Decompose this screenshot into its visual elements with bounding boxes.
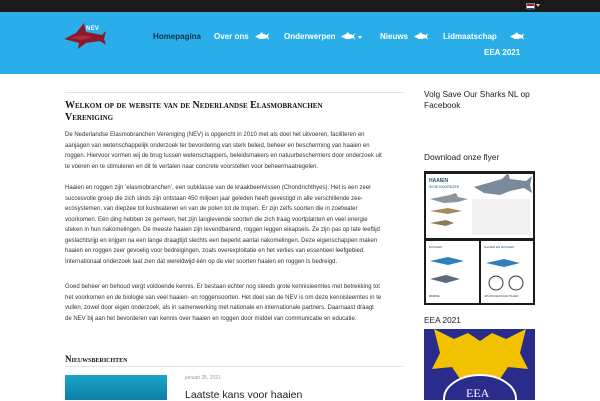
text-line: ecosystemen, van diepzee tot kustwateren en van de polen tot de tropen. Er zijn zelfs soorten die in zoetwater	[65, 206, 358, 212]
page-title-line2: Vereniging	[65, 112, 114, 123]
shark-icon	[510, 32, 524, 41]
elasmobranch-paragraph	[65, 183, 403, 267]
text-line: Goed beheer en behoud vergt voldoende kennis. Er bestaan echter nog steeds grote kennisleemtes met betrekking tot	[65, 284, 380, 290]
text-line: steken in hun nakomelingen. De meeste haaien zijn levendbarend, roggen leggen eikapsels. Ze zijn pas op late leeftijd	[65, 227, 380, 233]
text-line: haaien en roggen zeer gevoelig voor bedreigingen, zoals overexploitatie en het verlies van essentieel leefgebied.	[65, 248, 365, 254]
facebook-title-line2: Facebook	[424, 100, 461, 110]
nav-item-lidmaatschap[interactable]: Lidmaatschap	[443, 32, 497, 41]
nav-item-eea-2021[interactable]: EEA 2021	[484, 48, 521, 57]
language-caret-icon[interactable]	[536, 4, 540, 7]
eea-logo-image[interactable]	[424, 329, 535, 400]
flyer-label-haaien-roggen: HAAIEN EN ROGGEN	[484, 245, 515, 249]
facebook-widget-title	[424, 89, 530, 111]
eea-logo-artwork	[424, 329, 535, 400]
page-title-line1: Welkom op de website van de Nederlandse Elasmobranchen	[65, 100, 323, 111]
flyer-heading-2: IN DE NOORDZEE	[429, 185, 460, 189]
text-line: het voorkomen en de biologie van veel haaien- en roggensoorten. Het doel van de NEV is om deze kennisleemtes in te	[65, 294, 382, 301]
text-line: de NEV bij aan het bevorderen van kennis over haaien en roggen door middel van communicatie en educatie.	[65, 315, 357, 322]
facebook-title-line1: Volg Save Our Sharks NL op	[424, 89, 530, 99]
nav-item-over-ons[interactable]: Over ons	[214, 32, 249, 41]
nav-item-homepagina[interactable]: Homepagina	[153, 32, 202, 41]
logo-text: NEV	[86, 26, 100, 32]
mission-paragraph	[65, 282, 403, 324]
nev-logo[interactable]	[62, 19, 108, 53]
news-section-title: Nieuwsberichten	[65, 354, 128, 364]
flyer-artwork	[424, 171, 535, 305]
eea-logo-text: EEA	[466, 386, 490, 400]
text-line: Haaien en roggen zijn ‘elasmobranchen’, een subklasse van de kraakbeenvissen (Chondrichthyes). Het is een zeer	[65, 185, 372, 191]
shark-icon	[341, 32, 355, 41]
eea-widget-title: EEA 2021	[424, 315, 461, 325]
flyer-widget-title: Download onze flyer	[424, 152, 500, 162]
flyer-bottom-label-2: VAN ROGGEN NAAR HAAIEN	[484, 295, 519, 298]
text-line: Internationaal onderzoek laat zien dat wereldwijd één op de vier soorten haaien en roggen is bedreigd.	[65, 258, 338, 265]
flyer-image[interactable]	[424, 171, 535, 305]
nav-item-onderwerpen[interactable]: Onderwerpen	[284, 32, 336, 41]
news-item-title[interactable]: Laatste kans voor haaien	[185, 389, 303, 401]
content-divider	[65, 92, 403, 93]
news-divider	[65, 366, 403, 367]
flyer-bottom-label-1: BAMBOE	[429, 295, 440, 298]
text-line: roggen. Hiervoor vormen wij de brug tussen wetenschappers, beleidsmakers en natuurbeschermers door onderzoek uit	[65, 153, 382, 159]
chevron-down-icon[interactable]	[358, 36, 362, 39]
page-title	[65, 100, 405, 124]
flyer-label-roggen: ROGGEN	[429, 245, 443, 249]
text-line: te voeren en te stimuleren en dit te vertalen naar concrete voorstellen voor beheermaatregelen.	[65, 163, 319, 170]
text-line: vullen, zowel door eigen onderzoek, als in samenwerking met nationale en internationale partners. Daarnaast draagt	[65, 305, 374, 311]
news-thumbnail[interactable]	[65, 375, 167, 400]
intro-paragraph	[65, 130, 403, 172]
nav-item-nieuws[interactable]: Nieuws	[380, 32, 409, 41]
text-line: aanjagen van wetenschappelijk onderzoek ter bevordering van sterk beleid, beheer en bescherming van haaien en	[65, 142, 370, 149]
top-bar	[0, 0, 600, 12]
flyer-heading-1: HAAIEN	[429, 178, 449, 184]
news-date: januari 28, 2021	[185, 375, 221, 381]
flag-nl-icon[interactable]	[526, 3, 535, 9]
text-line: De Nederlandse Elasmobranchen Vereniging (NEV) is opgericht in 2010 met als doel het uitvoeren, faciliteren en	[65, 132, 365, 138]
text-line: geslachtsrijp en krijgen na een lange draagtijd slechts een beperkt aantal nakomelingen. Deze eigenschappen maken	[65, 237, 378, 244]
shark-icon	[414, 32, 428, 41]
text-line: voorkomen. Eén ding hebben ze gemeen, het zijn langlevende soorten die zich traag voortplanten en veel energie	[65, 216, 368, 223]
text-line: succesvolle groep die zich sinds zijn ontstaan 450 miljoen jaar geleden heeft gevestigd in alle verschillende zee-	[65, 195, 363, 202]
shark-icon	[255, 32, 269, 41]
